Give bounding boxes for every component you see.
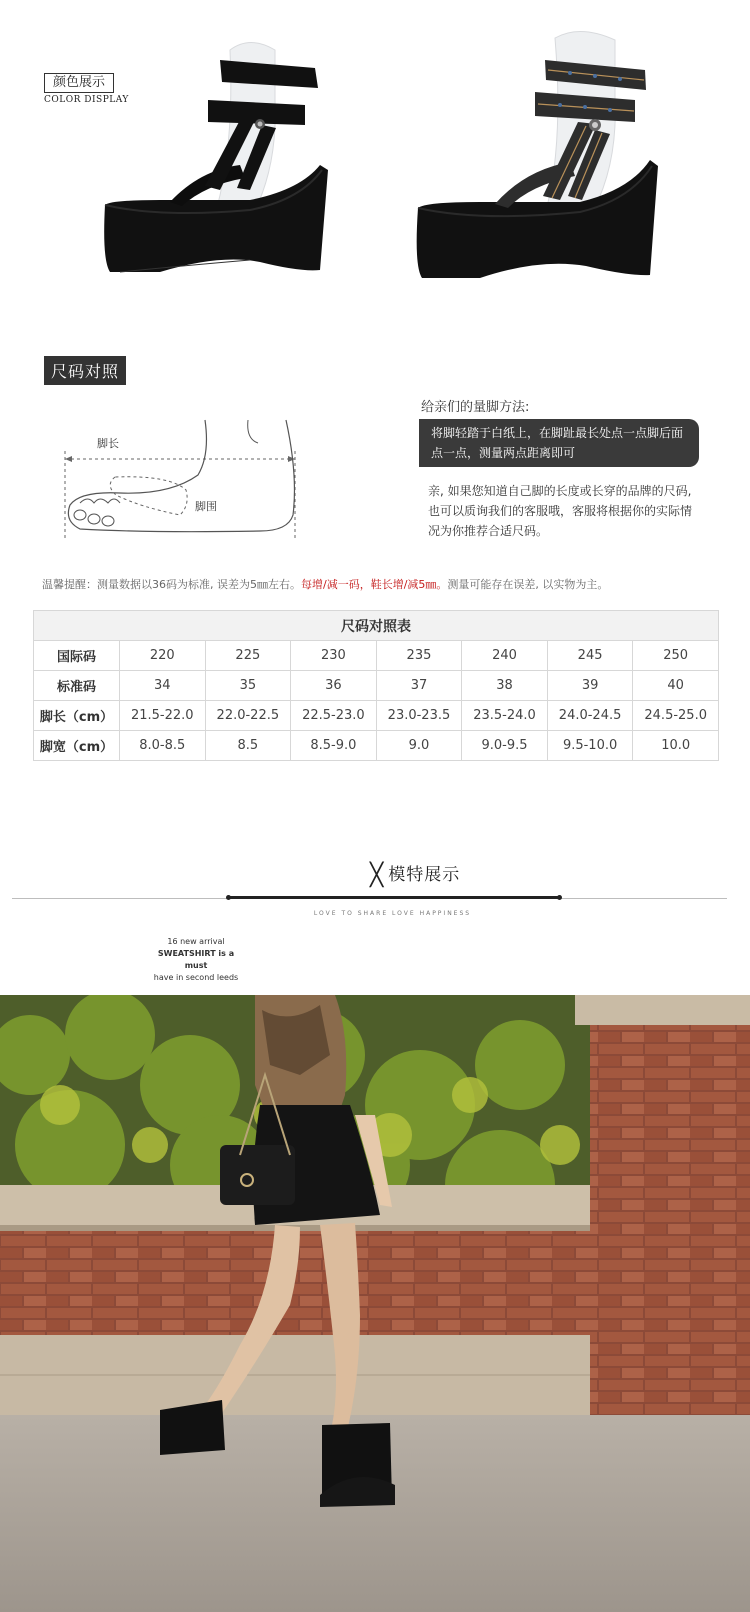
table-cell: 23.5-24.0 bbox=[462, 701, 548, 731]
foot-length-label: 脚长 bbox=[97, 437, 119, 450]
table-cell: 37 bbox=[376, 671, 462, 701]
table-cell: 23.0-23.5 bbox=[376, 701, 462, 731]
table-cell: 24.0-24.5 bbox=[547, 701, 633, 731]
size-reminder bbox=[42, 576, 608, 592]
table-cell: 38 bbox=[462, 671, 548, 701]
measure-note: 亲, 如果您知道自己脚的长度或长穿的品牌的尺码, 也可以质询我们的客服哦，客服将根据你的实际情况为你推荐合适尺码。 bbox=[428, 484, 693, 538]
table-cell: 240 bbox=[462, 641, 548, 671]
table-cell: 9.0-9.5 bbox=[462, 731, 548, 761]
slogan: LOVE TO SHARE LOVE HAPPINESS bbox=[313, 910, 472, 917]
table-cell: 250 bbox=[633, 641, 719, 671]
size-table-caption: 尺码对照表 bbox=[34, 611, 719, 641]
reminder-highlight: 每增/减一码，鞋长增/减5㎜。 bbox=[301, 578, 448, 591]
table-row bbox=[34, 731, 719, 761]
measure-instruction: 将脚轻踏于白纸上，在脚趾最长处点一点脚后面点一点，测量两点距离即可 bbox=[419, 419, 699, 467]
table-cell: 40 bbox=[633, 671, 719, 701]
table-cell: 21.5-22.0 bbox=[120, 701, 206, 731]
table-cell: 35 bbox=[205, 671, 291, 701]
table-cell: 220 bbox=[120, 641, 206, 671]
table-cell: 9.0 bbox=[376, 731, 462, 761]
size-chart-table bbox=[33, 610, 719, 761]
row-header: 脚宽（cm） bbox=[34, 731, 120, 761]
row-header: 国际码 bbox=[34, 641, 120, 671]
foot-girth-label: 脚围 bbox=[195, 500, 217, 513]
divider-accent bbox=[228, 896, 560, 899]
patterned-sandal-image bbox=[410, 30, 670, 290]
reminder-suffix: 测量可能存在误差, 以实物为主。 bbox=[447, 578, 609, 591]
table-cell: 36 bbox=[291, 671, 377, 701]
black-sandal-image bbox=[100, 40, 340, 290]
table-cell: 230 bbox=[291, 641, 377, 671]
table-cell: 9.5-10.0 bbox=[547, 731, 633, 761]
table-cell: 22.0-22.5 bbox=[205, 701, 291, 731]
cross-icon: ╳ bbox=[370, 863, 385, 888]
table-row bbox=[34, 641, 719, 671]
table-cell: 8.5-9.0 bbox=[291, 731, 377, 761]
table-cell: 235 bbox=[376, 641, 462, 671]
model-title-text: 模特展示 bbox=[388, 865, 461, 885]
table-cell: 8.0-8.5 bbox=[120, 731, 206, 761]
arrival-line-3: have in second leeds bbox=[153, 973, 239, 982]
arrival-line-1: 16 new arrival bbox=[167, 937, 225, 946]
table-cell: 22.5-23.0 bbox=[291, 701, 377, 731]
arrival-caption bbox=[146, 936, 246, 984]
table-row bbox=[34, 701, 719, 731]
table-row bbox=[34, 671, 719, 701]
color-display-title: 颜色展示 bbox=[44, 73, 114, 93]
color-display-subtitle: COLOR DISPLAY bbox=[44, 95, 129, 105]
reminder-prefix: 温馨提醒：测量数据以36码为标准, 误差为5㎜左右。 bbox=[42, 578, 301, 591]
table-cell: 225 bbox=[205, 641, 291, 671]
table-cell: 34 bbox=[120, 671, 206, 701]
size-section-label: 尺码对照 bbox=[44, 356, 126, 385]
foot-measurement-diagram bbox=[60, 415, 320, 545]
row-header: 脚长（cm） bbox=[34, 701, 120, 731]
table-cell: 8.5 bbox=[205, 731, 291, 761]
row-header: 标准码 bbox=[34, 671, 120, 701]
table-cell: 10.0 bbox=[633, 731, 719, 761]
table-cell: 245 bbox=[547, 641, 633, 671]
table-cell: 24.5-25.0 bbox=[633, 701, 719, 731]
measure-method-title: 给亲们的量脚方法: bbox=[421, 400, 530, 415]
arrival-line-2: SWEATSHIRT is a must bbox=[157, 949, 235, 970]
model-section-title bbox=[370, 860, 460, 888]
model-photo bbox=[0, 995, 750, 1612]
table-cell: 39 bbox=[547, 671, 633, 701]
